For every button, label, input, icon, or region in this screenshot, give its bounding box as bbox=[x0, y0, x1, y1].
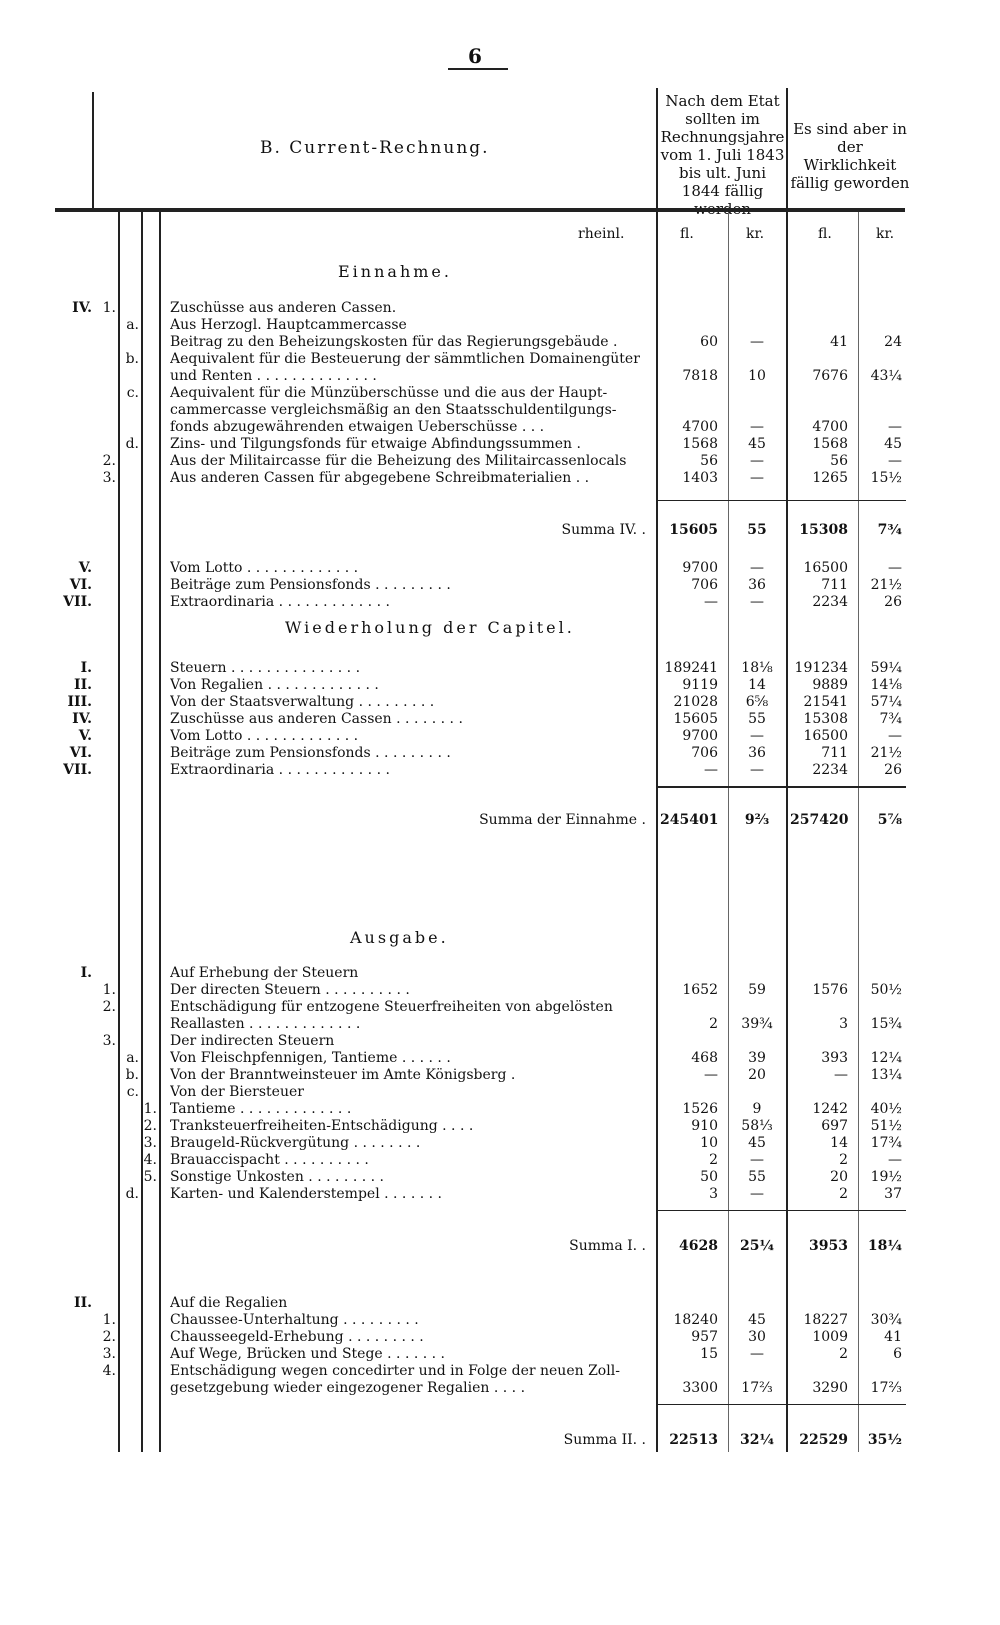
etat-kr-value: — bbox=[750, 453, 764, 469]
sub-sub-item-number: 4. bbox=[143, 1152, 157, 1168]
etat-kr-value: 36 bbox=[748, 577, 766, 593]
row-description: Extraordinaria . . . . . . . . . . . . . bbox=[170, 594, 390, 610]
row-description: Auf Erhebung der Steuern bbox=[170, 965, 359, 981]
sub-sub-item-number: 3. bbox=[143, 1135, 157, 1151]
etat-fl-value: 9700 bbox=[682, 560, 718, 576]
sub-item-letter: c. bbox=[126, 1084, 139, 1100]
actual-kr-value: 21½ bbox=[870, 577, 902, 593]
actual-kr-value: 51½ bbox=[870, 1118, 902, 1134]
sum-label: Summa II. . bbox=[563, 1432, 646, 1448]
etat-fl-value: 706 bbox=[691, 745, 718, 761]
currency-unit: rheinl. bbox=[578, 226, 625, 242]
actual-fl-value: 1265 bbox=[812, 470, 848, 486]
row-description: Tranksteuerfreiheiten-Entschädigung . . . . bbox=[170, 1118, 474, 1134]
actual-kr-value: 21½ bbox=[870, 745, 902, 761]
sum-etat-fl: 22513 bbox=[669, 1432, 718, 1448]
actual-kr-value: 41 bbox=[884, 1329, 902, 1345]
sum-actual-kr: 5⅞ bbox=[877, 812, 902, 828]
actual-fl-value: 7676 bbox=[812, 368, 848, 384]
row-description: Tantieme . . . . . . . . . . . . . bbox=[170, 1101, 352, 1117]
header-left-rule bbox=[92, 92, 94, 208]
item-number: 3. bbox=[102, 1346, 116, 1362]
sum-actual-kr: 18¼ bbox=[867, 1238, 902, 1254]
sum-actual-fl: 15308 bbox=[799, 522, 848, 538]
actual-fl-value: 2 bbox=[839, 1186, 848, 1202]
etat-fl-value: 10 bbox=[700, 1135, 718, 1151]
etat-kr-value: — bbox=[750, 1152, 764, 1168]
chapter-number: I. bbox=[80, 965, 92, 981]
actual-fl-value: 2234 bbox=[812, 762, 848, 778]
etat-fl-value: — bbox=[704, 762, 718, 778]
actual-kr-value: 19½ bbox=[870, 1169, 902, 1185]
sum-etat-fl: 4628 bbox=[679, 1238, 718, 1254]
page-number-rule bbox=[448, 68, 508, 70]
chapter-number: II. bbox=[74, 677, 92, 693]
etat-kr-value: 10 bbox=[748, 368, 766, 384]
actual-fl-value: 3290 bbox=[812, 1380, 848, 1396]
etat-kr-value: 20 bbox=[748, 1067, 766, 1083]
etat-fl-value: 1403 bbox=[682, 470, 718, 486]
etat-fl-value: 4700 bbox=[682, 419, 718, 435]
etat-fl-value: 1568 bbox=[682, 436, 718, 452]
row-description: Beitrag zu den Beheizungskosten für das Regierungsgebäude . bbox=[170, 334, 618, 350]
sub-item-letter: a. bbox=[126, 317, 139, 333]
etat-kr-value: 9 bbox=[752, 1101, 762, 1117]
etat-kr-value: 45 bbox=[748, 1312, 766, 1328]
actual-fl-value: — bbox=[834, 1067, 848, 1083]
actual-fl-value: 16500 bbox=[803, 728, 848, 744]
etat-fl-value: 9700 bbox=[682, 728, 718, 744]
etat-fl-value: 468 bbox=[691, 1050, 718, 1066]
actual-fl-value: 1242 bbox=[812, 1101, 848, 1117]
row-description: Zuschüsse aus anderen Cassen . . . . . . . . bbox=[170, 711, 463, 727]
row-description: und Renten . . . . . . . . . . . . . . bbox=[170, 368, 377, 384]
row-description: cammercasse vergleichsmäßig an den Staatsschuldentilgungs- bbox=[170, 402, 617, 418]
section-wiederholung: Wiederholung der Capitel. bbox=[285, 618, 575, 637]
item-number: 2. bbox=[102, 453, 116, 469]
header-actual-column: Es sind aber in der Wirklichkeit fällig geworden bbox=[790, 120, 910, 192]
row-description: Von der Staatsverwaltung . . . . . . . . . bbox=[170, 694, 435, 710]
sum-label: Summa IV. . bbox=[561, 522, 646, 538]
row-description: Aus Herzogl. Hauptcammercasse bbox=[170, 317, 407, 333]
row-description: Aequivalent für die Münzüberschüsse und die aus der Haupt- bbox=[170, 385, 608, 401]
etat-fl-value: 910 bbox=[691, 1118, 718, 1134]
actual-fl-value: 21541 bbox=[803, 694, 848, 710]
actual-kr-value: 17⅔ bbox=[870, 1380, 902, 1396]
row-description: Chaussee-Unterhaltung . . . . . . . . . bbox=[170, 1312, 419, 1328]
etat-kr-value: 36 bbox=[748, 745, 766, 761]
actual-fl-value: 191234 bbox=[794, 660, 848, 676]
actual-fl-value: 16500 bbox=[803, 560, 848, 576]
item-number: 1. bbox=[102, 300, 116, 316]
row-description: Vom Lotto . . . . . . . . . . . . . bbox=[170, 728, 359, 744]
actual-kr-value: — bbox=[888, 1152, 902, 1168]
row-description: Auf die Regalien bbox=[170, 1295, 288, 1311]
header-divider-1 bbox=[656, 88, 658, 208]
kr-heading-a: kr. bbox=[746, 226, 765, 242]
sub-item-letter: d. bbox=[125, 1186, 139, 1202]
actual-fl-value: 393 bbox=[821, 1050, 848, 1066]
actual-fl-value: 14 bbox=[830, 1135, 848, 1151]
row-description: Karten- und Kalenderstempel . . . . . . . bbox=[170, 1186, 442, 1202]
actual-fl-value: 697 bbox=[821, 1118, 848, 1134]
row-description: Braugeld-Rückvergütung . . . . . . . . bbox=[170, 1135, 421, 1151]
row-description: Von der Biersteuer bbox=[170, 1084, 304, 1100]
actual-kr-value: 13¼ bbox=[870, 1067, 902, 1083]
etat-kr-value: — bbox=[750, 419, 764, 435]
column-rule-4 bbox=[656, 212, 658, 1452]
row-description: Aus der Militaircasse für die Beheizung des Militaircassenlocals bbox=[170, 453, 627, 469]
sum-actual-kr: 35½ bbox=[867, 1432, 902, 1448]
chapter-number: VII. bbox=[63, 762, 92, 778]
actual-kr-value: — bbox=[888, 560, 902, 576]
item-number: 3. bbox=[102, 470, 116, 486]
actual-kr-value: 24 bbox=[884, 334, 902, 350]
etat-fl-value: 56 bbox=[700, 453, 718, 469]
etat-fl-value: 3300 bbox=[682, 1380, 718, 1396]
actual-fl-value: 2 bbox=[839, 1152, 848, 1168]
etat-fl-value: 3 bbox=[709, 1186, 718, 1202]
column-rule-7 bbox=[858, 212, 859, 1452]
column-rule-5 bbox=[728, 212, 729, 1452]
etat-fl-value: 15 bbox=[700, 1346, 718, 1362]
etat-fl-value: 1652 bbox=[682, 982, 718, 998]
sub-item-letter: d. bbox=[125, 436, 139, 452]
etat-fl-value: 18240 bbox=[673, 1312, 718, 1328]
actual-kr-value: 30¾ bbox=[870, 1312, 902, 1328]
actual-kr-value: 57¼ bbox=[870, 694, 902, 710]
row-description: Beiträge zum Pensionsfonds . . . . . . . . . bbox=[170, 745, 451, 761]
etat-kr-value: 17⅔ bbox=[741, 1380, 773, 1396]
chapter-number: IV. bbox=[72, 711, 92, 727]
etat-kr-value: 6⅝ bbox=[745, 694, 769, 710]
actual-kr-value: — bbox=[888, 728, 902, 744]
actual-fl-value: 1576 bbox=[812, 982, 848, 998]
actual-kr-value: 14⅛ bbox=[870, 677, 902, 693]
actual-kr-value: 45 bbox=[884, 436, 902, 452]
sub-sub-item-number: 2. bbox=[143, 1118, 157, 1134]
row-description: Extraordinaria . . . . . . . . . . . . . bbox=[170, 762, 390, 778]
row-description: Zins- und Tilgungsfonds für etwaige Abfindungssummen . bbox=[170, 436, 581, 452]
chapter-number: VI. bbox=[69, 577, 92, 593]
actual-fl-value: 56 bbox=[830, 453, 848, 469]
row-description: Reallasten . . . . . . . . . . . . . bbox=[170, 1016, 361, 1032]
sum-rule-iv bbox=[656, 500, 906, 501]
chapter-number: V. bbox=[78, 728, 92, 744]
actual-fl-value: 2234 bbox=[812, 594, 848, 610]
actual-fl-value: 15308 bbox=[803, 711, 848, 727]
etat-kr-value: 45 bbox=[748, 436, 766, 452]
sum-etat-fl: 245401 bbox=[660, 812, 719, 828]
etat-kr-value: — bbox=[750, 1186, 764, 1202]
etat-fl-value: 957 bbox=[691, 1329, 718, 1345]
actual-fl-value: 711 bbox=[821, 745, 848, 761]
header-thick-rule bbox=[55, 208, 905, 212]
sum-etat-kr: 32¼ bbox=[739, 1432, 775, 1448]
row-description: Von Regalien . . . . . . . . . . . . . bbox=[170, 677, 379, 693]
actual-kr-value: 17¾ bbox=[870, 1135, 902, 1151]
etat-kr-value: 59 bbox=[748, 982, 766, 998]
actual-kr-value: — bbox=[888, 419, 902, 435]
actual-kr-value: 15¾ bbox=[870, 1016, 902, 1032]
sum-actual-fl: 257420 bbox=[790, 812, 849, 828]
sum-actual-fl: 3953 bbox=[809, 1238, 848, 1254]
column-rule-2 bbox=[141, 212, 143, 1452]
sum-etat-kr: 55 bbox=[747, 522, 767, 538]
sum-etat-fl: 15605 bbox=[669, 522, 718, 538]
actual-kr-value: 15½ bbox=[870, 470, 902, 486]
actual-kr-value: 26 bbox=[884, 594, 902, 610]
actual-kr-value: 50½ bbox=[870, 982, 902, 998]
etat-kr-value: — bbox=[750, 1346, 764, 1362]
etat-kr-value: — bbox=[750, 560, 764, 576]
sum-label: Summa I. . bbox=[569, 1238, 646, 1254]
etat-fl-value: 50 bbox=[700, 1169, 718, 1185]
row-description: Der indirecten Steuern bbox=[170, 1033, 335, 1049]
row-description: fonds abzugewährenden etwaigen Ueberschüsse . . . bbox=[170, 419, 545, 435]
actual-fl-value: 1009 bbox=[812, 1329, 848, 1345]
actual-kr-value: 59¼ bbox=[870, 660, 902, 676]
actual-kr-value: 12¼ bbox=[870, 1050, 902, 1066]
etat-kr-value: 58⅓ bbox=[741, 1118, 773, 1134]
actual-fl-value: 1568 bbox=[812, 436, 848, 452]
sum-etat-kr: 25¼ bbox=[739, 1238, 775, 1254]
fl-heading-b: fl. bbox=[818, 226, 832, 242]
chapter-number: I. bbox=[80, 660, 92, 676]
row-description: Von Fleischpfennigen, Tantieme . . . . . . bbox=[170, 1050, 451, 1066]
row-description: Zuschüsse aus anderen Cassen. bbox=[170, 300, 397, 316]
etat-fl-value: 9119 bbox=[682, 677, 718, 693]
etat-kr-value: 39¾ bbox=[741, 1016, 773, 1032]
section-ausgabe: Ausgabe. bbox=[350, 928, 449, 947]
etat-kr-value: 55 bbox=[748, 1169, 766, 1185]
etat-kr-value: 55 bbox=[748, 711, 766, 727]
row-description: Der directen Steuern . . . . . . . . . . bbox=[170, 982, 410, 998]
etat-kr-value: — bbox=[750, 470, 764, 486]
sub-sub-item-number: 5. bbox=[143, 1169, 157, 1185]
chapter-number: VII. bbox=[63, 594, 92, 610]
etat-fl-value: — bbox=[704, 1067, 718, 1083]
actual-kr-value: 7¾ bbox=[879, 711, 902, 727]
etat-fl-value: 706 bbox=[691, 577, 718, 593]
row-description: Beiträge zum Pensionsfonds . . . . . . . . . bbox=[170, 577, 451, 593]
etat-kr-value: 14 bbox=[748, 677, 766, 693]
header-etat-column: Nach dem Etat sollten im Rechnungsjahre vom 1. Juli 1843 bis ult. Juni 1844 fällig bbox=[660, 92, 785, 200]
etat-kr-value: 18⅛ bbox=[741, 660, 773, 676]
row-description: Von der Branntweinsteuer im Amte Königsberg . bbox=[170, 1067, 516, 1083]
page-number: 6 bbox=[468, 44, 482, 68]
column-rule-3 bbox=[159, 212, 161, 1452]
item-number: 3. bbox=[102, 1033, 116, 1049]
sum-actual-fl: 22529 bbox=[799, 1432, 848, 1448]
sub-item-letter: b. bbox=[125, 1067, 139, 1083]
etat-kr-value: 39 bbox=[748, 1050, 766, 1066]
row-description: Chausseegeld-Erhebung . . . . . . . . . bbox=[170, 1329, 424, 1345]
etat-kr-value: — bbox=[750, 594, 764, 610]
actual-kr-value: 43¼ bbox=[870, 368, 902, 384]
row-description: gesetzgebung wieder eingezogener Regalien . . . . bbox=[170, 1380, 526, 1396]
chapter-number: IV. bbox=[72, 300, 92, 316]
row-description: Aus anderen Cassen für abgegebene Schreibmaterialien . . bbox=[170, 470, 590, 486]
etat-fl-value: 15605 bbox=[673, 711, 718, 727]
chapter-number: VI. bbox=[69, 745, 92, 761]
sub-item-letter: c. bbox=[126, 385, 139, 401]
actual-kr-value: 37 bbox=[884, 1186, 902, 1202]
etat-fl-value: 21028 bbox=[673, 694, 718, 710]
sub-sub-item-number: 1. bbox=[143, 1101, 157, 1117]
actual-kr-value: — bbox=[888, 453, 902, 469]
row-description: Aequivalent für die Besteuerung der sämmtlichen Domainengüter bbox=[170, 351, 640, 367]
actual-fl-value: 4700 bbox=[812, 419, 848, 435]
actual-fl-value: 9889 bbox=[812, 677, 848, 693]
item-number: 2. bbox=[102, 1329, 116, 1345]
actual-fl-value: 711 bbox=[821, 577, 848, 593]
actual-kr-value: 6 bbox=[893, 1346, 902, 1362]
sum-etat-kr: 9⅔ bbox=[744, 812, 770, 828]
row-description: Auf Wege, Brücken und Stege . . . . . . . bbox=[170, 1346, 446, 1362]
item-number: 2. bbox=[102, 999, 116, 1015]
row-description: Entschädigung für entzogene Steuerfreiheiten von abgelösten bbox=[170, 999, 613, 1015]
sub-item-letter: a. bbox=[126, 1050, 139, 1066]
sum-rule-ausgabe-i bbox=[656, 1210, 906, 1211]
chapter-number: III. bbox=[67, 694, 92, 710]
sum-rule-ausgabe-ii bbox=[656, 1404, 906, 1405]
row-description: Sonstige Unkosten . . . . . . . . . bbox=[170, 1169, 384, 1185]
chapter-number: II. bbox=[74, 1295, 92, 1311]
etat-kr-value: — bbox=[750, 762, 764, 778]
item-number: 4. bbox=[102, 1363, 116, 1379]
actual-fl-value: 3 bbox=[839, 1016, 848, 1032]
row-description: Brauaccispacht . . . . . . . . . . bbox=[170, 1152, 369, 1168]
actual-fl-value: 2 bbox=[839, 1346, 848, 1362]
sum-rule-einnahme bbox=[656, 786, 906, 788]
etat-fl-value: 2 bbox=[709, 1152, 718, 1168]
etat-fl-value: 1526 bbox=[682, 1101, 718, 1117]
row-description: Steuern . . . . . . . . . . . . . . . bbox=[170, 660, 361, 676]
actual-fl-value: 41 bbox=[830, 334, 848, 350]
fl-heading-a: fl. bbox=[680, 226, 694, 242]
item-number: 1. bbox=[102, 1312, 116, 1328]
etat-kr-value: — bbox=[750, 334, 764, 350]
section-einnahme: Einnahme. bbox=[338, 262, 452, 281]
etat-kr-value: 30 bbox=[748, 1329, 766, 1345]
actual-kr-value: 26 bbox=[884, 762, 902, 778]
column-rule-6 bbox=[786, 212, 788, 1452]
sum-actual-kr: 7¾ bbox=[877, 522, 902, 538]
etat-kr-value: — bbox=[750, 728, 764, 744]
row-description: Vom Lotto . . . . . . . . . . . . . bbox=[170, 560, 359, 576]
sum-label: Summa der Einnahme . bbox=[479, 812, 646, 828]
etat-fl-value: 7818 bbox=[682, 368, 718, 384]
kr-heading-b: kr. bbox=[876, 226, 895, 242]
row-description: Entschädigung wegen concedirter und in Folge der neuen Zoll- bbox=[170, 1363, 620, 1379]
actual-kr-value: 40½ bbox=[870, 1101, 902, 1117]
chapter-number: V. bbox=[78, 560, 92, 576]
document-title: B. Current-Rechnung. bbox=[260, 138, 490, 158]
header-divider-2 bbox=[786, 88, 788, 208]
actual-fl-value: 20 bbox=[830, 1169, 848, 1185]
etat-kr-value: 45 bbox=[748, 1135, 766, 1151]
etat-fl-value: 60 bbox=[700, 334, 718, 350]
etat-fl-value: 2 bbox=[709, 1016, 718, 1032]
sub-item-letter: b. bbox=[125, 351, 139, 367]
actual-fl-value: 18227 bbox=[803, 1312, 848, 1328]
etat-fl-value: 189241 bbox=[664, 660, 718, 676]
item-number: 1. bbox=[102, 982, 116, 998]
etat-fl-value: — bbox=[704, 594, 718, 610]
